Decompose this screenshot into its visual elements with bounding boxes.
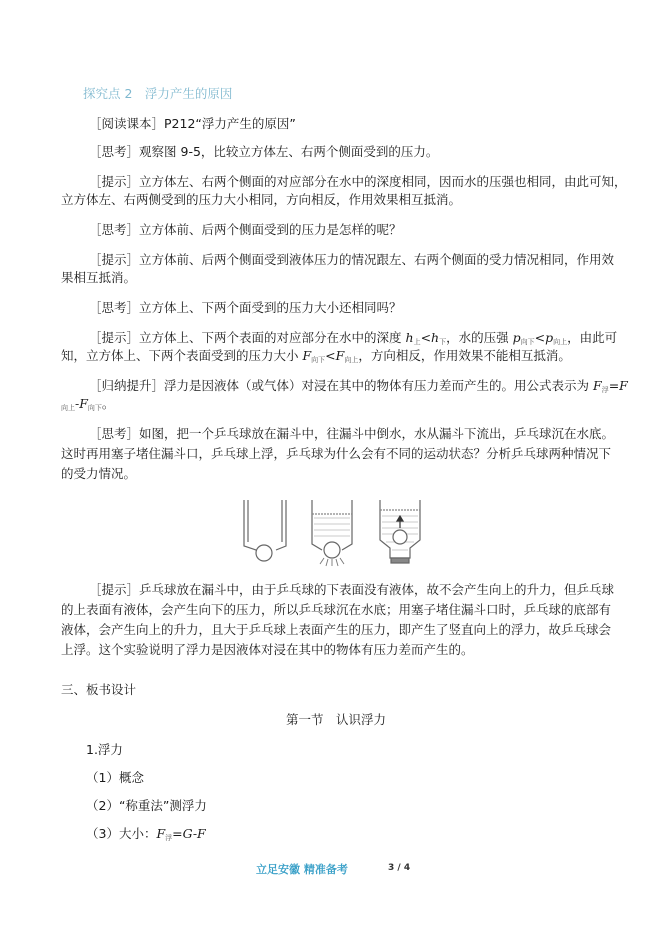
symbol-h2: h [431,330,440,345]
think-2-text: 立方体前、后两个侧面受到的压力是怎样的呢？ [139,222,402,237]
symbol-p: p [512,330,521,345]
think-4-text-1: 如图，把一个乒乓球放在漏斗中，往漏斗中倒水，水从漏斗下流出，乒乓球沉在水底。 [139,426,615,441]
sub-xiang-up: 向上 [553,338,568,346]
tag-summary: ［归纳提升］ [89,378,165,393]
hint-3-text-c: ，由此可 [567,330,618,345]
sub-summary-up: 向上 [61,404,75,412]
summary-end: 。 [101,396,115,411]
paragraph-think-4-line1 [89,426,614,442]
tag-hint: ［提示］ [89,252,140,267]
symbol-F-down: F [79,396,88,411]
think-4-text-3: 的受力情况。 [61,466,137,481]
lt-sign-3: < [325,348,336,363]
hint-2-text-1: 立方体前、后两个侧面受到液体压力的情况跟左、右两个侧面的受力情况相同，作用效 [139,252,615,267]
funnel-1-icon [244,500,286,561]
hint-2-text-2: 果相互抵消。 [61,270,137,285]
summary-text: 浮力是因液体（或气体）对浸在其中的物体有压力差而产生的。用公式表示为 [164,378,593,393]
board-item-4-eq: =G-F [172,826,206,841]
hint-3-text-a: 立方体上、下两个表面的对应部分在水中的深度 [139,330,406,345]
paragraph-summary-line2 [61,396,114,414]
lt-sign: < [420,330,432,345]
board-item-3: （2）“称重法”测浮力 [86,798,207,813]
hint-3-text-l2b: ，方向相反，作用效果不能相互抵消。 [358,348,571,363]
funnel-3-icon [380,500,420,563]
board-item-2: （1）概念 [86,770,144,785]
board-item-1: 1.浮力 [86,742,123,757]
lt-sign-2: < [534,330,546,345]
symbol-F-fu: F [593,378,602,393]
sub-F-down: 向下 [311,356,326,364]
hint-1-text-2: 立方体左、右两侧受到的压力大小相同，方向相反，作用效果相互抵消。 [61,192,462,207]
board-item-4 [86,826,206,844]
footer-slogan: 立足安徽 精准备考 [256,863,348,876]
paragraph-hint-1-line1 [89,174,627,190]
tag-think: ［思考］ [89,426,140,441]
minus-sign: - [75,396,80,411]
funnel-2-icon [312,500,352,566]
sub-F-up: 向上 [344,356,359,364]
paragraph-hint-3-line2 [61,348,571,366]
board-title: 第一节 认识浮力 [286,712,387,727]
symbol-F2: F [335,348,345,363]
eq-sign: = [608,378,620,393]
board-item-4-F: F [156,826,166,841]
symbol-F: F [302,348,312,363]
page-number: 3 / 4 [388,863,411,873]
hint-4-text-4: 上浮。这个实验说明了浮力是因液体对浸在其中的物体有压力差而产生的。 [61,642,474,657]
tag-think: ［思考］ [89,144,140,159]
tag-think: ［思考］ [89,222,140,237]
read-textbook-text: P212“浮力产生的原因” [164,116,296,131]
sub-summary-down: 向下 [87,404,102,412]
paragraph-hint-2-line1 [89,252,614,268]
sub-xiang-down: 向下 [520,338,535,346]
sub-fu: 浮 [601,386,609,394]
sub-up: 上 [413,338,421,346]
paragraph-hint-3-line1 [89,330,617,348]
symbol-F-up: F [619,378,628,393]
hint-4-text-3: 液体，会产生向上的升力，且大于乒乓球上表面产生的压力，即产生了竖直向上的浮力，故乒乓球会 [61,622,612,637]
tag-read-textbook: ［阅读课本］ [89,116,165,131]
paragraph-read-textbook [89,116,296,132]
hint-3-text-b: ，水的压强 [446,330,513,345]
hint-3-text-l2a: 知，立方体上、下两个表面受到的压力大小 [61,348,303,363]
think-3-text: 立方体上、下两个面受到的压力大小还相同吗？ [139,300,402,315]
symbol-h: h [405,330,414,345]
paragraph-hint-4-line1 [89,582,614,598]
hint-4-text-2: 的上表面有液体，会产生向下的压力，所以乒乓球沉在水底；用塞子堵住漏斗口时，乒乓球的底部有 [61,602,612,617]
tag-hint: ［提示］ [89,330,140,345]
hint-1-text-1: 立方体左、右两个侧面的对应部分在水中的深度相同，因而水的压强也相同，由此可知， [139,174,627,189]
sub-down: 下 [439,338,447,346]
paragraph-think-1 [89,144,438,160]
hint-4-text-1: 乒乓球放在漏斗中，由于乒乓球的下表面没有液体，故不会产生向上的升力，但乒乓球 [139,582,615,597]
funnel-experiment-figure [238,496,430,568]
think-4-text-2: 这时再用塞子堵住漏斗口，乒乓球上浮，乒乓球为什么会有不同的运动状态？分析乒乓球两种情况下 [61,446,612,461]
paragraph-think-3 [89,300,402,316]
tag-hint: ［提示］ [89,582,140,597]
symbol-p2: p [545,330,554,345]
board-design-heading: 三、板书设计 [61,682,137,697]
think-1-text: 观察图 9-5，比较立方体左、右两个侧面受到的压力。 [139,144,439,159]
paragraph-think-2 [89,222,402,238]
tag-hint: ［提示］ [89,174,140,189]
section-heading: 探究点 2 浮力产生的原因 [83,86,233,101]
board-item-4-sub: 浮 [165,834,173,842]
tag-think: ［思考］ [89,300,140,315]
board-item-4-prefix: （3）大小： [86,826,157,841]
paragraph-summary-line1 [89,378,628,396]
